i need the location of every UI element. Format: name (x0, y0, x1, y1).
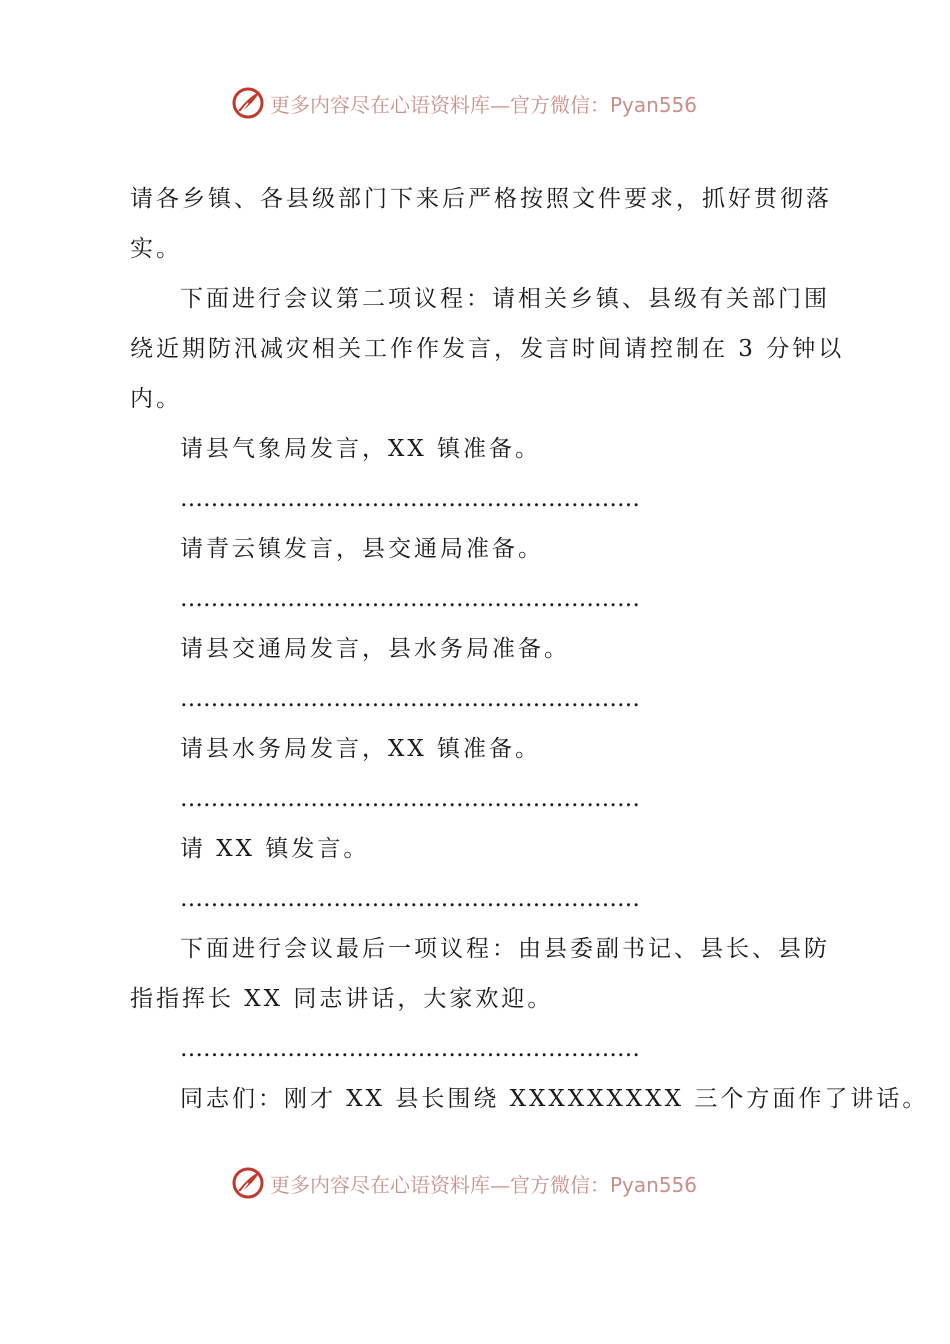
ellipsis-line: …………………………………………………… (180, 886, 640, 912)
paragraph-line: 内。 (130, 386, 182, 412)
header-watermark (0, 78, 950, 128)
watermark-wechat-id: Pyan556 (610, 1172, 698, 1197)
watermark-wechat-label: 官方微信： (510, 1172, 610, 1197)
ellipsis-line: …………………………………………………… (180, 486, 640, 512)
quill-logo-icon (230, 85, 266, 121)
footer-watermark (0, 1158, 950, 1208)
paragraph-line: 同志们：刚才 XX 县长围绕 XXXXXXXXX 三个方面作了讲话。 (180, 1086, 929, 1112)
paragraph-line: 下面进行会议最后一项议程：由县委副书记、县长、县防 (180, 936, 830, 962)
quill-logo-icon (230, 1165, 266, 1201)
ellipsis-line: …………………………………………………… (180, 686, 640, 712)
ellipsis-line: …………………………………………………… (180, 1036, 640, 1062)
watermark-wechat-id: Pyan556 (610, 92, 698, 117)
document-body (130, 174, 929, 1124)
watermark-dash: — (490, 92, 510, 117)
speaker-line: 请 XX 镇发言。 (180, 836, 370, 862)
watermark-text (270, 1169, 697, 1198)
paragraph-line: 请各乡镇、各县级部门下来后严格按照文件要求，抓好贯彻落 (130, 186, 832, 212)
speaker-line: 请县水务局发言，XX 镇准备。 (180, 736, 542, 762)
ellipsis-line: …………………………………………………… (180, 786, 640, 812)
paragraph-line: 实。 (130, 236, 182, 262)
paragraph-line: 下面进行会议第二项议程：请相关乡镇、县级有关部门围 (180, 286, 830, 312)
paragraph-line: 指指挥长 XX 同志讲话，大家欢迎。 (130, 986, 554, 1012)
watermark-text (270, 89, 697, 118)
paragraph-line: 绕近期防汛减灾相关工作作发言，发言时间请控制在 3 分钟以 (130, 336, 845, 362)
watermark-dash: — (490, 1172, 510, 1197)
watermark-brand: 更多内容尽在心语资料库 (270, 1172, 490, 1197)
watermark-brand: 更多内容尽在心语资料库 (270, 92, 490, 117)
speaker-line: 请县气象局发言，XX 镇准备。 (180, 436, 542, 462)
watermark-wechat-label: 官方微信： (510, 92, 610, 117)
speaker-line: 请县交通局发言，县水务局准备。 (180, 636, 570, 662)
ellipsis-line: …………………………………………………… (180, 586, 640, 612)
speaker-line: 请青云镇发言，县交通局准备。 (180, 536, 544, 562)
